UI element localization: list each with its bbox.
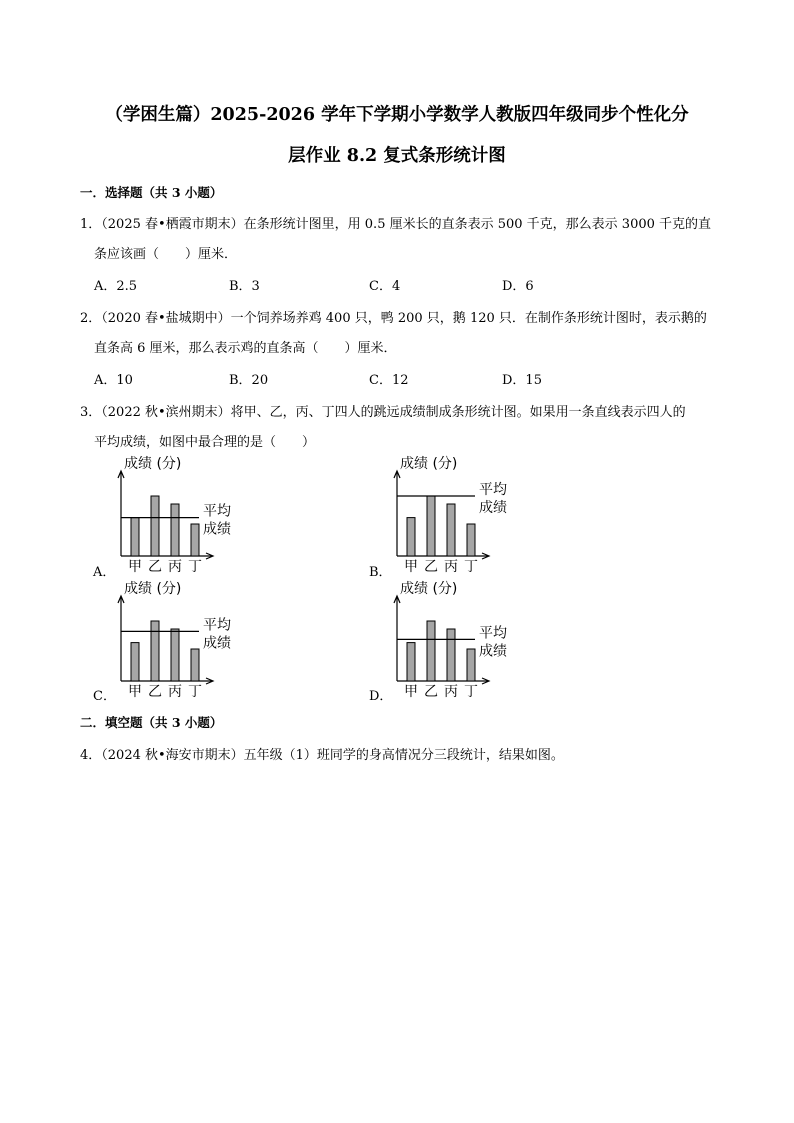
bar-4 (467, 649, 475, 681)
average-label-line-1: 平均 (479, 482, 507, 498)
section-heading-fill-in: 二．填空题（共 3 小题） (80, 715, 223, 730)
person-label-1: 甲 (128, 559, 142, 575)
q3-option-a-bar-chart (116, 456, 231, 578)
q1-option-c: C．4 (369, 279, 401, 294)
bar-1 (407, 518, 415, 556)
question-1-text-line-2: 条应该画（ ）厘米． (94, 247, 238, 262)
person-label-2: 乙 (424, 559, 438, 575)
y-axis-label: 成绩 (分) (124, 456, 182, 472)
average-label-line-1: 平均 (203, 503, 231, 520)
person-label-3: 丙 (444, 684, 458, 700)
question-3-text-line-1: 3．（2022 秋•滨州期末）将甲、乙，丙、丁四人的跳远成绩制成条形统计图。如果用一条直线表示四人的 (80, 405, 686, 420)
bar-2 (151, 621, 159, 681)
bar-4 (467, 524, 475, 556)
q3-option-c-letter: C． (93, 689, 116, 704)
page-title-line-1: （学困生篇）2025-2026 学年下学期小学数学人教版四年级同步个性化分 (105, 105, 689, 125)
person-label-3: 丙 (168, 559, 182, 575)
average-label-line-1: 平均 (203, 617, 231, 634)
average-label-line-2: 成绩 (479, 643, 507, 660)
average-label-line-2: 成绩 (203, 635, 231, 652)
y-axis-label: 成绩 (分) (400, 581, 458, 597)
person-label-2: 乙 (148, 559, 162, 575)
average-label-line-2: 成绩 (479, 500, 507, 516)
person-label-4: 丁 (188, 684, 202, 700)
y-axis-label: 成绩 (分) (124, 581, 182, 597)
q2-option-a: A．10 (94, 373, 133, 388)
bar-4 (191, 649, 199, 681)
bar-2 (151, 496, 159, 556)
average-label-line-1: 平均 (479, 625, 507, 642)
bar-3 (447, 504, 455, 556)
person-label-1: 甲 (404, 684, 418, 700)
bar-3 (171, 504, 179, 556)
q2-option-b: B．20 (229, 373, 269, 388)
q2-option-d: D．15 (502, 373, 542, 388)
q1-option-a: A．2.5 (94, 279, 138, 294)
question-2-text-line-1: 2．（2020 春•盐城期中）一个饲养场养鸡 400 只，鸭 200 只，鹅 120 只．在制作条形统计图时，表示鹅的 (80, 311, 707, 326)
question-2-text-line-2: 直条高 6 厘米，那么表示鸡的直条高（ ）厘米． (94, 341, 397, 356)
person-label-1: 甲 (128, 684, 142, 700)
question-3-text-line-2: 平均成绩，如图中最合理的是（ ） (94, 435, 316, 450)
person-label-1: 甲 (404, 559, 418, 575)
q1-option-d: D．6 (502, 279, 534, 294)
bar-3 (171, 629, 179, 681)
person-label-3: 丙 (444, 559, 458, 575)
page-title-line-2: 层作业 8.2 复式条形统计图 (288, 146, 506, 166)
q3-option-d-letter: D． (369, 689, 393, 704)
q3-option-d-bar-chart (392, 581, 507, 703)
person-label-2: 乙 (148, 684, 162, 700)
bar-1 (407, 643, 415, 681)
average-label-line-2: 成绩 (203, 521, 231, 538)
person-label-3: 丙 (168, 684, 182, 700)
q3-option-c-bar-chart (116, 581, 231, 703)
q3-option-a-letter: A． (93, 565, 116, 580)
section-heading-multiple-choice: 一．选择题（共 3 小题） (80, 185, 223, 200)
q2-option-c: C．12 (369, 373, 409, 388)
bar-2 (427, 496, 435, 556)
question-4-text-line-1: 4．（2024 秋•海安市期末）五年级（1）班同学的身高情况分三段统计，结果如图。 (80, 748, 564, 763)
bar-1 (131, 518, 139, 556)
person-label-4: 丁 (464, 684, 478, 700)
question-1-text-line-1: 1．（2025 春•栖霞市期末）在条形统计图里，用 0.5 厘米长的直条表示 500 千克，那么表示 3000 千克的直 (80, 217, 712, 232)
bar-3 (447, 629, 455, 681)
bar-1 (131, 643, 139, 681)
y-axis-label: 成绩 (分) (400, 456, 458, 472)
bar-4 (191, 524, 199, 556)
person-label-2: 乙 (424, 684, 438, 700)
q3-option-b-letter: B． (369, 565, 392, 580)
q3-option-b-bar-chart (392, 456, 507, 578)
person-label-4: 丁 (188, 559, 202, 575)
person-label-4: 丁 (464, 559, 478, 575)
bar-2 (427, 621, 435, 681)
q1-option-b: B．3 (229, 279, 260, 294)
